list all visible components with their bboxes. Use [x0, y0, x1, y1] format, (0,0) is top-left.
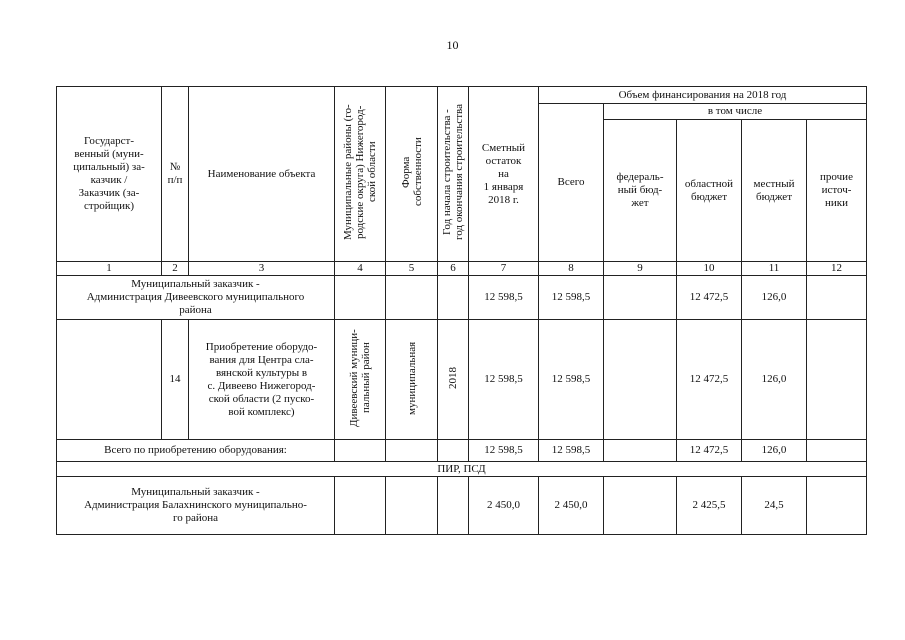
- total-value: 12 598,5: [539, 276, 604, 320]
- other-value: [807, 320, 867, 440]
- local-value: 126,0: [742, 440, 807, 462]
- column-number-row: [57, 262, 867, 276]
- regional-value: 2 425,5: [677, 477, 742, 535]
- total-value: 12 598,5: [539, 440, 604, 462]
- row-number: 14: [162, 320, 189, 440]
- object-name: Приобретение оборудо- вания для Центра сла- вянской культуры в с. Дивеево Нижегород- ской области (2 пуско- вой комплекс): [189, 320, 335, 440]
- federal-value: [604, 320, 677, 440]
- empty-cell: [335, 440, 386, 462]
- header-local: местный бюджет: [742, 120, 807, 262]
- column-number: 11: [742, 262, 807, 276]
- column-number: 12: [807, 262, 867, 276]
- header-districts-text: Муниципальные районы (го- родские округа) Нижегород- ской области: [342, 104, 378, 240]
- empty-cell: [386, 477, 438, 535]
- empty-cell: [386, 440, 438, 462]
- column-number: 10: [677, 262, 742, 276]
- local-value: 24,5: [742, 477, 807, 535]
- section-title: ПИР, ПСД: [57, 462, 867, 477]
- header-districts: [335, 87, 386, 262]
- federal-value: [604, 440, 677, 462]
- estimate-value: 2 450,0: [469, 477, 539, 535]
- estimate-value: 12 598,5: [469, 320, 539, 440]
- ownership-text: муниципальная: [405, 340, 418, 415]
- column-number: 6: [438, 262, 469, 276]
- years-cell: [438, 320, 469, 440]
- other-value: [807, 477, 867, 535]
- header-years: [438, 87, 469, 262]
- customer-row-balakhna: [57, 477, 867, 535]
- district-cell: [335, 320, 386, 440]
- object-row-14: [57, 320, 867, 440]
- empty-cell: [438, 276, 469, 320]
- header-federal: федераль- ный бюд- жет: [604, 120, 677, 262]
- regional-value: 12 472,5: [677, 320, 742, 440]
- header-funding-title: Объем финансирования на 2018 год: [539, 87, 867, 104]
- empty-cell: [438, 477, 469, 535]
- header-regional: областной бюджет: [677, 120, 742, 262]
- column-number: 5: [386, 262, 438, 276]
- total-value: 2 450,0: [539, 477, 604, 535]
- local-value: 126,0: [742, 276, 807, 320]
- customer-row-diveevo: [57, 276, 867, 320]
- empty-cell: [335, 276, 386, 320]
- local-value: 126,0: [742, 320, 807, 440]
- header-row-no: № п/п: [162, 87, 189, 262]
- header-ownership-text: Форма собственности: [399, 137, 424, 207]
- regional-value: 12 472,5: [677, 276, 742, 320]
- empty-cell: [57, 320, 162, 440]
- empty-cell: [386, 276, 438, 320]
- header-total: Всего: [539, 104, 604, 262]
- column-number: 7: [469, 262, 539, 276]
- regional-value: 12 472,5: [677, 440, 742, 462]
- total-value: 12 598,5: [539, 320, 604, 440]
- header-years-text: Год начала строительства - год окончания строительства: [441, 104, 465, 240]
- federal-value: [604, 276, 677, 320]
- header-other: прочие источ- ники: [807, 120, 867, 262]
- section-row: [57, 462, 867, 477]
- estimate-value: 12 598,5: [469, 276, 539, 320]
- column-number: 8: [539, 262, 604, 276]
- column-number: 4: [335, 262, 386, 276]
- column-number: 9: [604, 262, 677, 276]
- subtotal-row: [57, 440, 867, 462]
- customer-label: Муниципальный заказчик - Администрация Дивеевского муниципального района: [57, 276, 335, 320]
- financing-table: [56, 86, 867, 535]
- ownership-cell: [386, 320, 438, 440]
- column-number: 1: [57, 262, 162, 276]
- column-number: 3: [189, 262, 335, 276]
- header-estimate: Сметный остаток на 1 января 2018 г.: [469, 87, 539, 262]
- column-number: 2: [162, 262, 189, 276]
- years-text: 2018: [447, 366, 459, 389]
- customer-label: Муниципальный заказчик - Администрация Балахнинского муниципально- го района: [57, 477, 335, 535]
- empty-cell: [438, 440, 469, 462]
- header-including: в том числе: [604, 104, 867, 120]
- other-value: [807, 276, 867, 320]
- subtotal-label: Всего по приобретению оборудования:: [57, 440, 335, 462]
- header-object-name: Наименование объекта: [189, 87, 335, 262]
- header-customer: Государст- венный (муни- ципальный) за- казчик / Заказчик (за- стройщик): [57, 87, 162, 262]
- header-ownership: [386, 87, 438, 262]
- federal-value: [604, 477, 677, 535]
- header-row-1: [57, 87, 867, 104]
- district-text: Дивеевский муници- пальный район: [348, 328, 372, 427]
- empty-cell: [335, 477, 386, 535]
- estimate-value: 12 598,5: [469, 440, 539, 462]
- other-value: [807, 440, 867, 462]
- page-number: 10: [446, 38, 459, 52]
